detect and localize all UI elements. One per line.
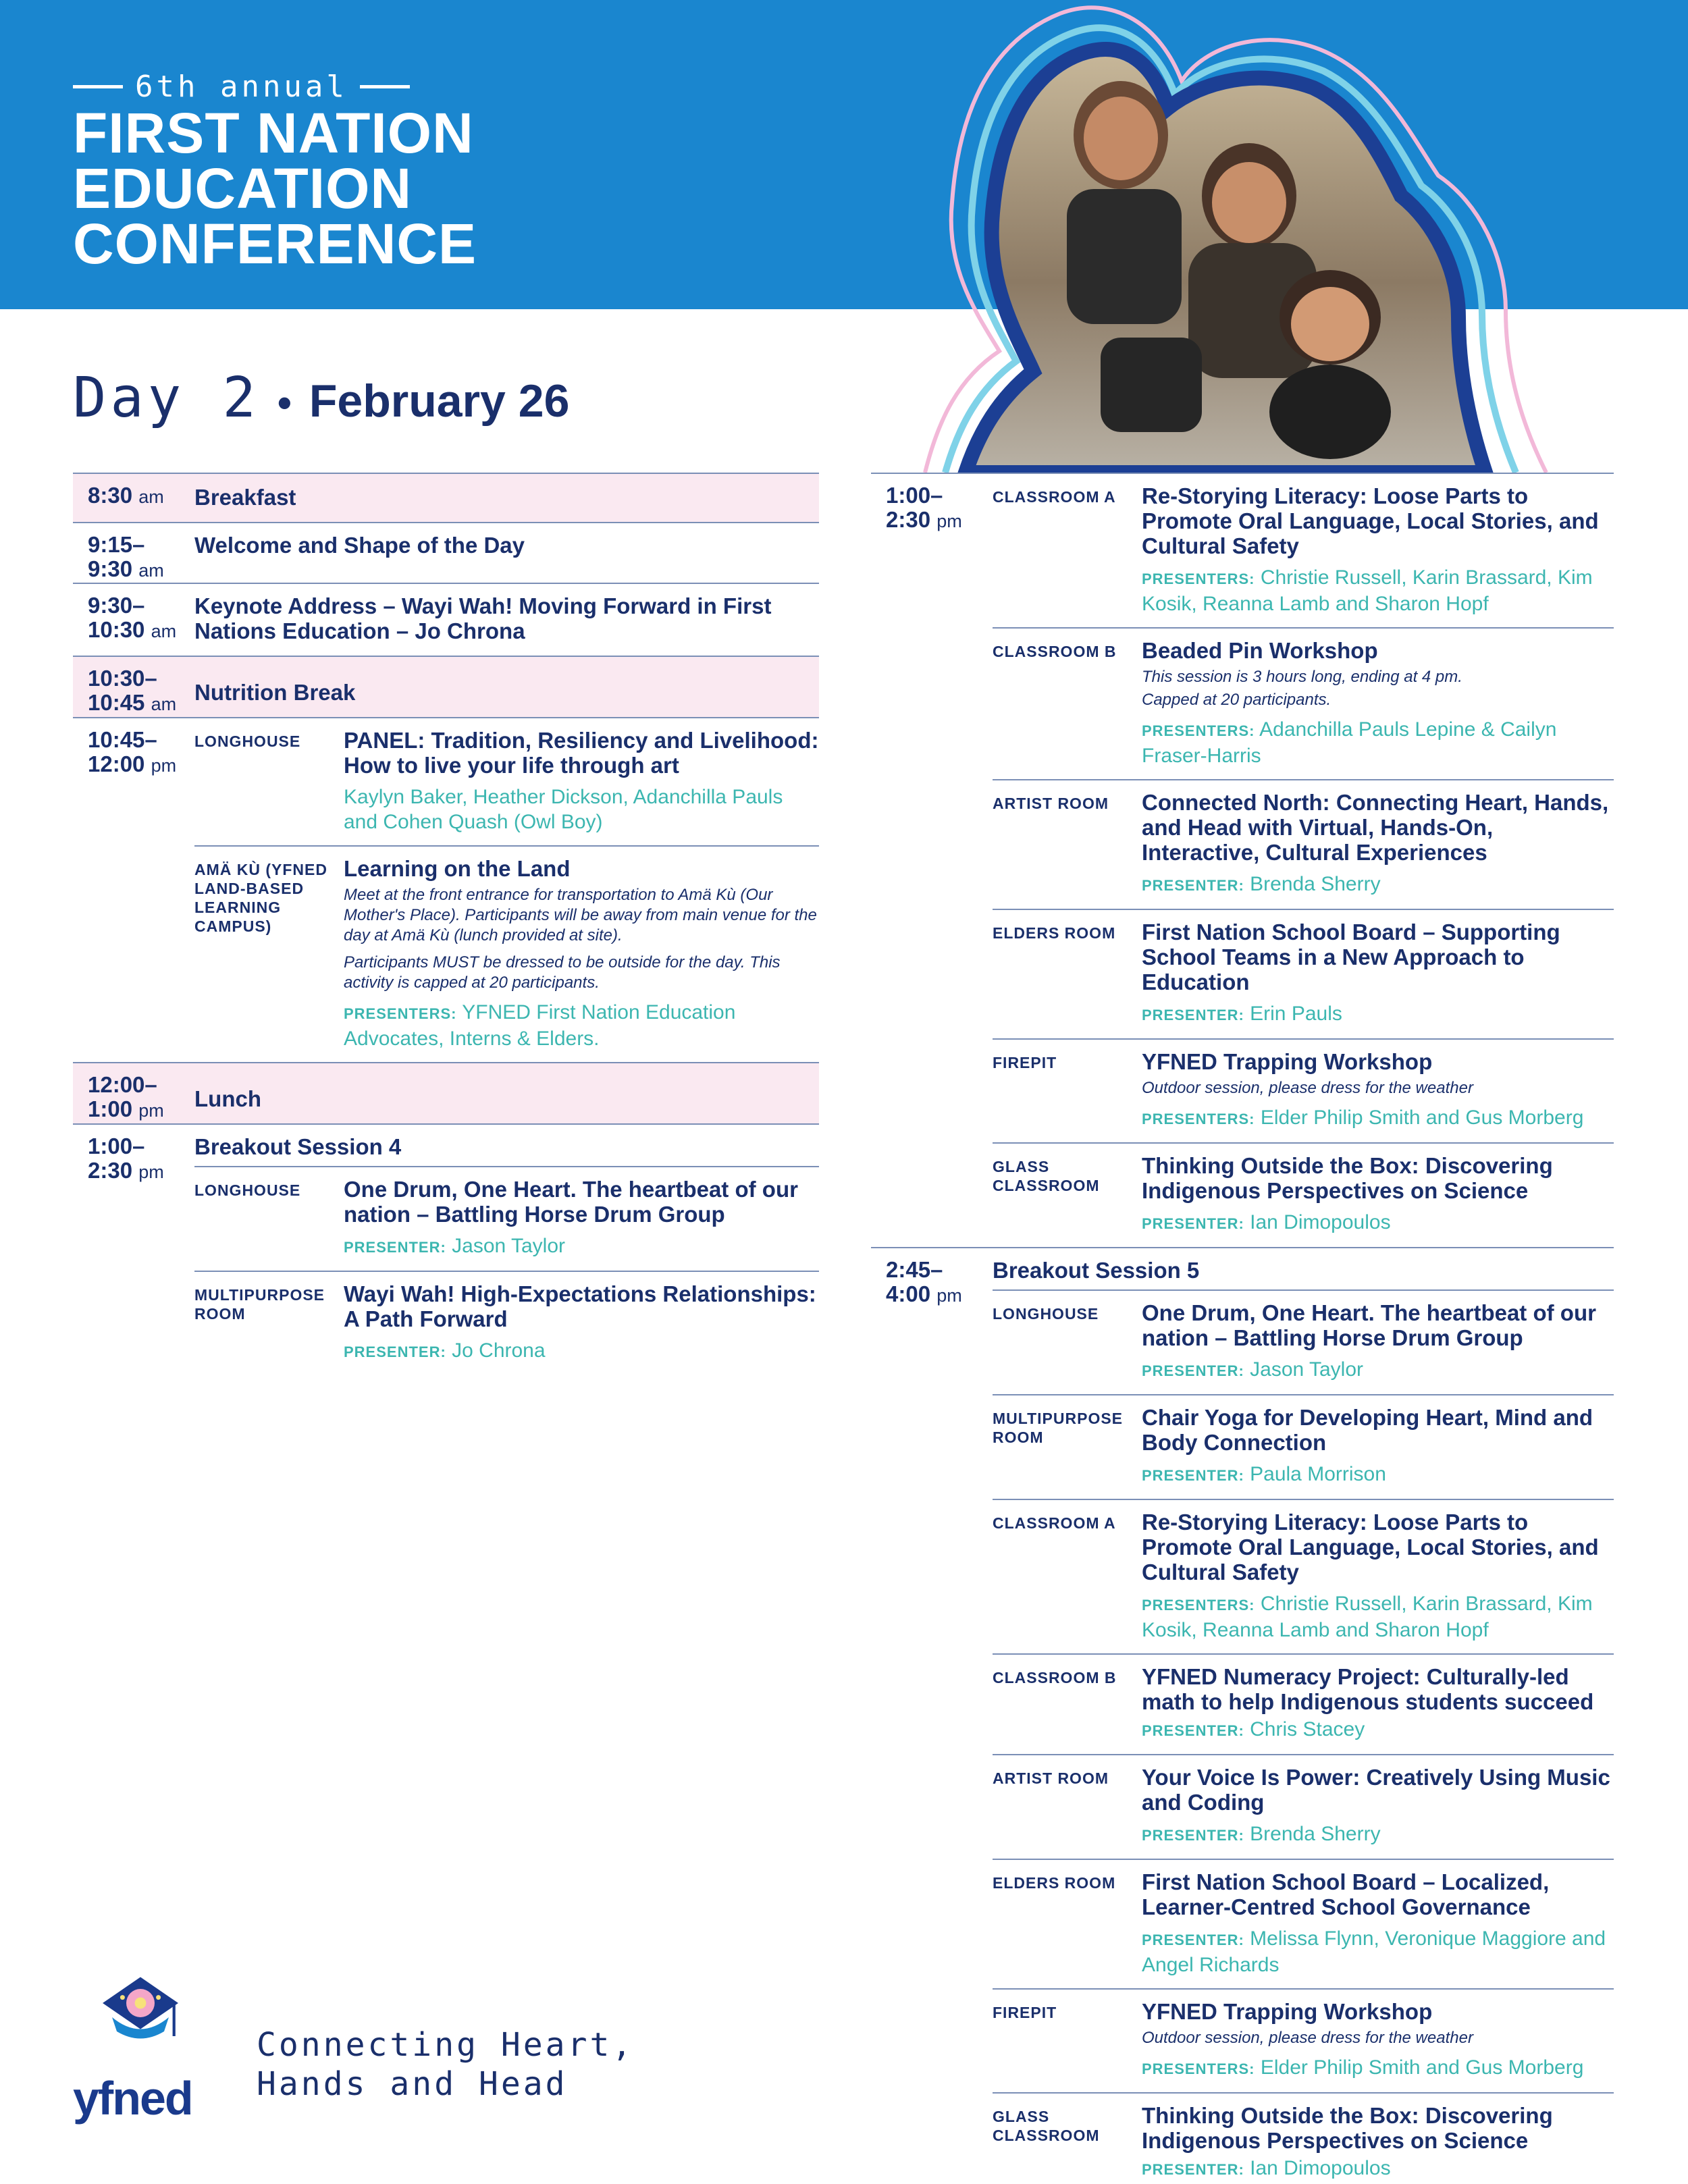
presenters-names: Paula Morrison [1250,1463,1386,1485]
time-cell [73,474,194,522]
session-item [993,1040,1614,1144]
room-label: CLASSROOM A [993,488,1116,506]
session-note: This session is 3 hours long, ending at 4 pm. [1142,668,1462,686]
session-item [993,1395,1614,1500]
session-title: Connected North: Connecting Heart, Hands, and Head with Virtual, Hands-On, Interactive, Cultural Experiences [1142,790,1609,865]
presenters-names: Christie Russell, Karin Brassard, Kim Kosik, Reanna Lamb and Sharon Hopf [1142,566,1593,615]
breakout-heading: Breakout Session 5 [993,1248,1614,1291]
room-label: CLASSROOM B [993,643,1117,660]
presenters-names: Elder Philip Smith and Gus Morberg [1260,1107,1584,1129]
room-label: MULTIPURPOSE ROOM [993,1410,1124,1446]
event-title: Nutrition Break [194,680,356,705]
presenters-names: Jo Chrona [452,1339,546,1362]
room-label: LONGHOUSE [194,1181,301,1199]
tagline-line-1: Connecting Heart, [257,2026,635,2064]
session-presenters: Kaylyn Baker, Heather Dickson, Adanchilla Pauls and Cohen Quash (Owl Boy) [344,786,783,833]
time-end: 10:45 [88,690,145,715]
time-ampm: pm [138,1100,164,1121]
session-list [993,474,1614,1247]
time-cell [73,657,194,717]
room-label: ARTIST ROOM [993,795,1109,812]
room-label: LONGHOUSE [993,1305,1099,1323]
session-item [993,780,1614,910]
time-cell [871,474,993,1247]
time-start: 10:45– [88,727,157,752]
tagline [257,2025,634,2104]
annual-label: 6th annual [135,69,348,104]
session-presenters [1142,1591,1614,1643]
session-title: Beaded Pin Workshop [1142,638,1378,663]
schedule-row-breakout-5 [871,1248,1614,2184]
schedule-left-column [73,473,819,1375]
presenters-names: Chris Stacey [1250,1718,1365,1740]
time-end: 2:30 [886,507,931,532]
session-title: Re-Storying Literacy: Loose Parts to Promote Oral Language, Local Stories, and Cultural Safety [1142,483,1599,558]
time-ampm: pm [151,755,177,776]
session-body [1142,1049,1614,1131]
session-body [344,1177,819,1260]
session-presenters [1142,1462,1614,1488]
presenters-label: PRESENTER: [1142,877,1244,894]
schedule-row-breakout-4 [73,1125,819,1375]
rule-right [360,85,410,88]
time-cell [73,523,194,583]
presenters-label: PRESENTER: [1142,1215,1244,1232]
session-body [1142,1664,1614,1743]
time-cell [73,1063,194,1123]
session-note: Participants MUST be dressed to be outside for the day. This activity is capped at 20 participants. [344,953,781,992]
session-body [1142,1405,1614,1488]
session-presenters [344,1000,819,1051]
presenters-label: PRESENTERS: [1142,570,1255,587]
time-ampm: am [151,621,177,641]
presenters-label: PRESENTERS: [1142,1597,1255,1614]
day-heading [73,366,569,430]
session-title: YFNED Numeracy Project: Culturally-led math to help Indigenous students succeed [1142,1664,1594,1714]
session-body [344,856,819,1051]
presenters-names: Jason Taylor [1250,1358,1364,1381]
session-presenters [1142,1821,1614,1848]
session-note: Outdoor session, please dress for the weather [1142,1079,1473,1097]
session-presenters [1142,2055,1614,2081]
session-item [194,847,819,1062]
time-end: 12:00 [88,751,145,776]
presenters-names: Erin Pauls [1250,1003,1342,1025]
schedule-row-nutrition-break [73,657,819,718]
session-item [194,1167,819,1272]
session-note: Outdoor session, please dress for the weather [1142,2029,1473,2047]
time-start: 1:00– [886,483,943,508]
presenters-names: Ian Dimopoulos [1250,1211,1391,1233]
session-item [993,1860,1614,1990]
time-ampm: pm [937,511,962,531]
presenters-label: PRESENTER: [1142,1007,1244,1023]
session-body [344,728,819,834]
time-ampm: am [138,487,164,507]
time-cell [871,1248,993,2184]
event-title: Lunch [194,1086,261,1111]
session-presenters [1142,1357,1614,1383]
day-date: February 26 [309,375,570,427]
session-item [993,1655,1614,1755]
session-title: Thinking Outside the Box: Discovering Indigenous Perspectives on Science [1142,2103,1553,2153]
time-start: 2:45– [886,1257,943,1282]
children-photo [898,0,1600,473]
event-title: Welcome and Shape of the Day [194,533,525,558]
day-separator: • [277,380,292,425]
presenters-names: YFNED First Nation Education Advocates, Interns & Elders. [344,1001,736,1050]
presenters-names: Ian Dimopoulos [1250,2157,1391,2179]
presenters-label: PRESENTER: [344,1239,446,1256]
room-label: MULTIPURPOSE ROOM [194,1286,325,1323]
time-ampm: am [138,560,164,581]
time-cell [73,1125,194,1375]
session-item [993,474,1614,629]
breakout-heading: Breakout Session 4 [194,1125,819,1167]
session-list [194,718,819,1062]
session-title: First Nation School Board – Localized, Learner-Centred School Governance [1142,1869,1550,1919]
session-presenters [1142,1001,1614,1028]
presenters-label: PRESENTER: [1142,1932,1244,1948]
session-title: Learning on the Land [344,856,571,881]
time-end: 4:00 [886,1281,931,1306]
schedule-row-morning-sessions [73,718,819,1063]
session-item [993,629,1614,780]
title-line-3: CONFERENCE [73,212,477,275]
schedule-row-lunch [73,1063,819,1125]
session-body [1142,1765,1614,1848]
session-presenters [344,1338,819,1364]
session-note: Capped at 20 participants. [1142,691,1331,709]
room-label: ELDERS ROOM [993,924,1116,942]
room-label: GLASS CLASSROOM [993,1158,1100,1194]
time-start: 1:00– [88,1134,145,1158]
room-label: ELDERS ROOM [993,1874,1116,1892]
session-note: Meet at the front entrance for transportation to Amä Kù (Our Mother's Place). Participants will be away from main venue for the day at Amä Kù (lunch provided at site). [344,886,817,944]
rule-left [73,85,123,88]
presenters-label: PRESENTER: [1142,1827,1244,1844]
session-item [993,1500,1614,1655]
session-body [1142,1510,1614,1643]
event-title: Breakfast [194,485,296,510]
annual-line [73,68,477,105]
session-presenters [1142,2156,1614,2182]
presenters-names: Elder Philip Smith and Gus Morberg [1260,2056,1584,2079]
presenters-label: PRESENTER: [1142,2161,1244,2178]
session-presenters [1142,872,1614,898]
time-start: 12:00– [88,1072,157,1097]
time-cell [73,584,194,656]
schedule-right-column [871,473,1614,2184]
presenters-label: PRESENTERS: [344,1005,457,1022]
presenters-label: PRESENTER: [344,1343,446,1360]
session-body [1142,483,1614,616]
session-body [1142,790,1614,898]
session-title: YFNED Trapping Workshop [1142,1999,1433,2024]
session-presenters [1142,1717,1614,1743]
session-list [993,1248,1614,2184]
session-body [1142,1999,1614,2081]
session-presenters [1142,717,1614,768]
session-presenters [1142,565,1614,616]
room-label: LONGHOUSE [194,733,301,750]
schedule-row-keynote [73,584,819,657]
session-item [993,1144,1614,1247]
session-title: Thinking Outside the Box: Discovering Indigenous Perspectives on Science [1142,1153,1553,1203]
session-title: First Nation School Board – Supporting School Teams in a New Approach to Education [1142,920,1560,994]
session-presenters [1142,1105,1614,1131]
session-list [194,1125,819,1375]
session-presenters [1142,1926,1614,1977]
brand-wordmark: yfned [73,2072,192,2125]
room-label: AMÄ KÙ (YFNED LAND-BASED LEARNING CAMPUS) [194,861,327,935]
session-title: YFNED Trapping Workshop [1142,1049,1433,1074]
room-label: GLASS CLASSROOM [993,2108,1100,2144]
schedule-row-welcome [73,523,819,584]
presenters-names: Jason Taylor [452,1235,566,1257]
time-value: 8:30 [88,483,133,508]
session-item [993,2094,1614,2184]
session-title: PANEL: Tradition, Resiliency and Livelihood: How to live your life through art [344,728,819,778]
session-body [1142,2103,1614,2182]
session-body [1142,1300,1614,1383]
time-start: 10:30– [88,666,157,691]
room-label: CLASSROOM A [993,1514,1116,1532]
presenters-label: PRESENTERS: [1142,2060,1255,2077]
session-title: Re-Storying Literacy: Loose Parts to Promote Oral Language, Local Stories, and Cultural Safety [1142,1510,1599,1584]
day-label: Day 2 [73,366,260,430]
session-item [194,1272,819,1375]
presenters-names: Brenda Sherry [1250,1823,1381,1845]
session-item [993,1291,1614,1395]
time-cell [73,718,194,1062]
event-title: Keynote Address – Wayi Wah! Moving Forward in First Nations Education – Jo Chrona [194,593,772,643]
time-start: 9:15– [88,532,145,557]
presenters-names: Brenda Sherry [1250,873,1381,895]
room-label: FIREPIT [993,2004,1057,2021]
schedule-row-breakout-4-cont [871,473,1614,1248]
session-presenters [344,1233,819,1260]
tagline-line-2: Hands and Head [257,2065,568,2103]
time-end: 2:30 [88,1158,133,1183]
room-label: ARTIST ROOM [993,1769,1109,1787]
session-title: One Drum, One Heart. The heartbeat of our nation – Battling Horse Drum Group [1142,1300,1596,1350]
presenters-label: PRESENTER: [1142,1722,1244,1739]
session-item [194,718,819,847]
conference-title [73,68,477,275]
session-item [993,910,1614,1040]
session-title: One Drum, One Heart. The heartbeat of our nation – Battling Horse Drum Group [344,1177,798,1227]
session-title: Your Voice Is Power: Creatively Using Music and Coding [1142,1765,1610,1815]
presenters-names: Melissa Flynn, Veronique Maggiore and Angel Richards [1142,1927,1606,1976]
presenters-names: Adanchilla Pauls Lepine & Cailyn Fraser-Harris [1142,718,1557,767]
presenters-label: PRESENTER: [1142,1467,1244,1484]
presenters-names: Christie Russell, Karin Brassard, Kim Kosik, Reanna Lamb and Sharon Hopf [1142,1593,1593,1641]
time-ampm: pm [937,1285,962,1306]
presenters-label: PRESENTERS: [1142,1111,1255,1127]
session-body [1142,1153,1614,1236]
session-body [1142,1869,1614,1977]
session-item [993,1755,1614,1860]
time-start: 9:30– [88,593,145,618]
room-label: FIREPIT [993,1054,1057,1071]
time-end: 10:30 [88,617,145,642]
session-body [344,1281,819,1364]
title-line-2: EDUCATION [73,157,413,220]
time-end: 1:00 [88,1096,133,1121]
presenters-label: PRESENTER: [1142,1362,1244,1379]
time-ampm: am [151,694,177,714]
session-body [1142,920,1614,1028]
session-presenters [1142,1210,1614,1236]
session-item [993,1990,1614,2094]
room-label: CLASSROOM B [993,1669,1117,1686]
time-end: 9:30 [88,556,133,581]
schedule-row-breakfast [73,473,819,523]
session-body [1142,638,1614,768]
session-title: Chair Yoga for Developing Heart, Mind and Body Connection [1142,1405,1593,1455]
session-title: Wayi Wah! High-Expectations Relationships: A Path Forward [344,1281,816,1331]
title-line-1: FIRST NATION [73,101,474,165]
presenters-label: PRESENTERS: [1142,722,1255,739]
time-ampm: pm [138,1162,164,1182]
